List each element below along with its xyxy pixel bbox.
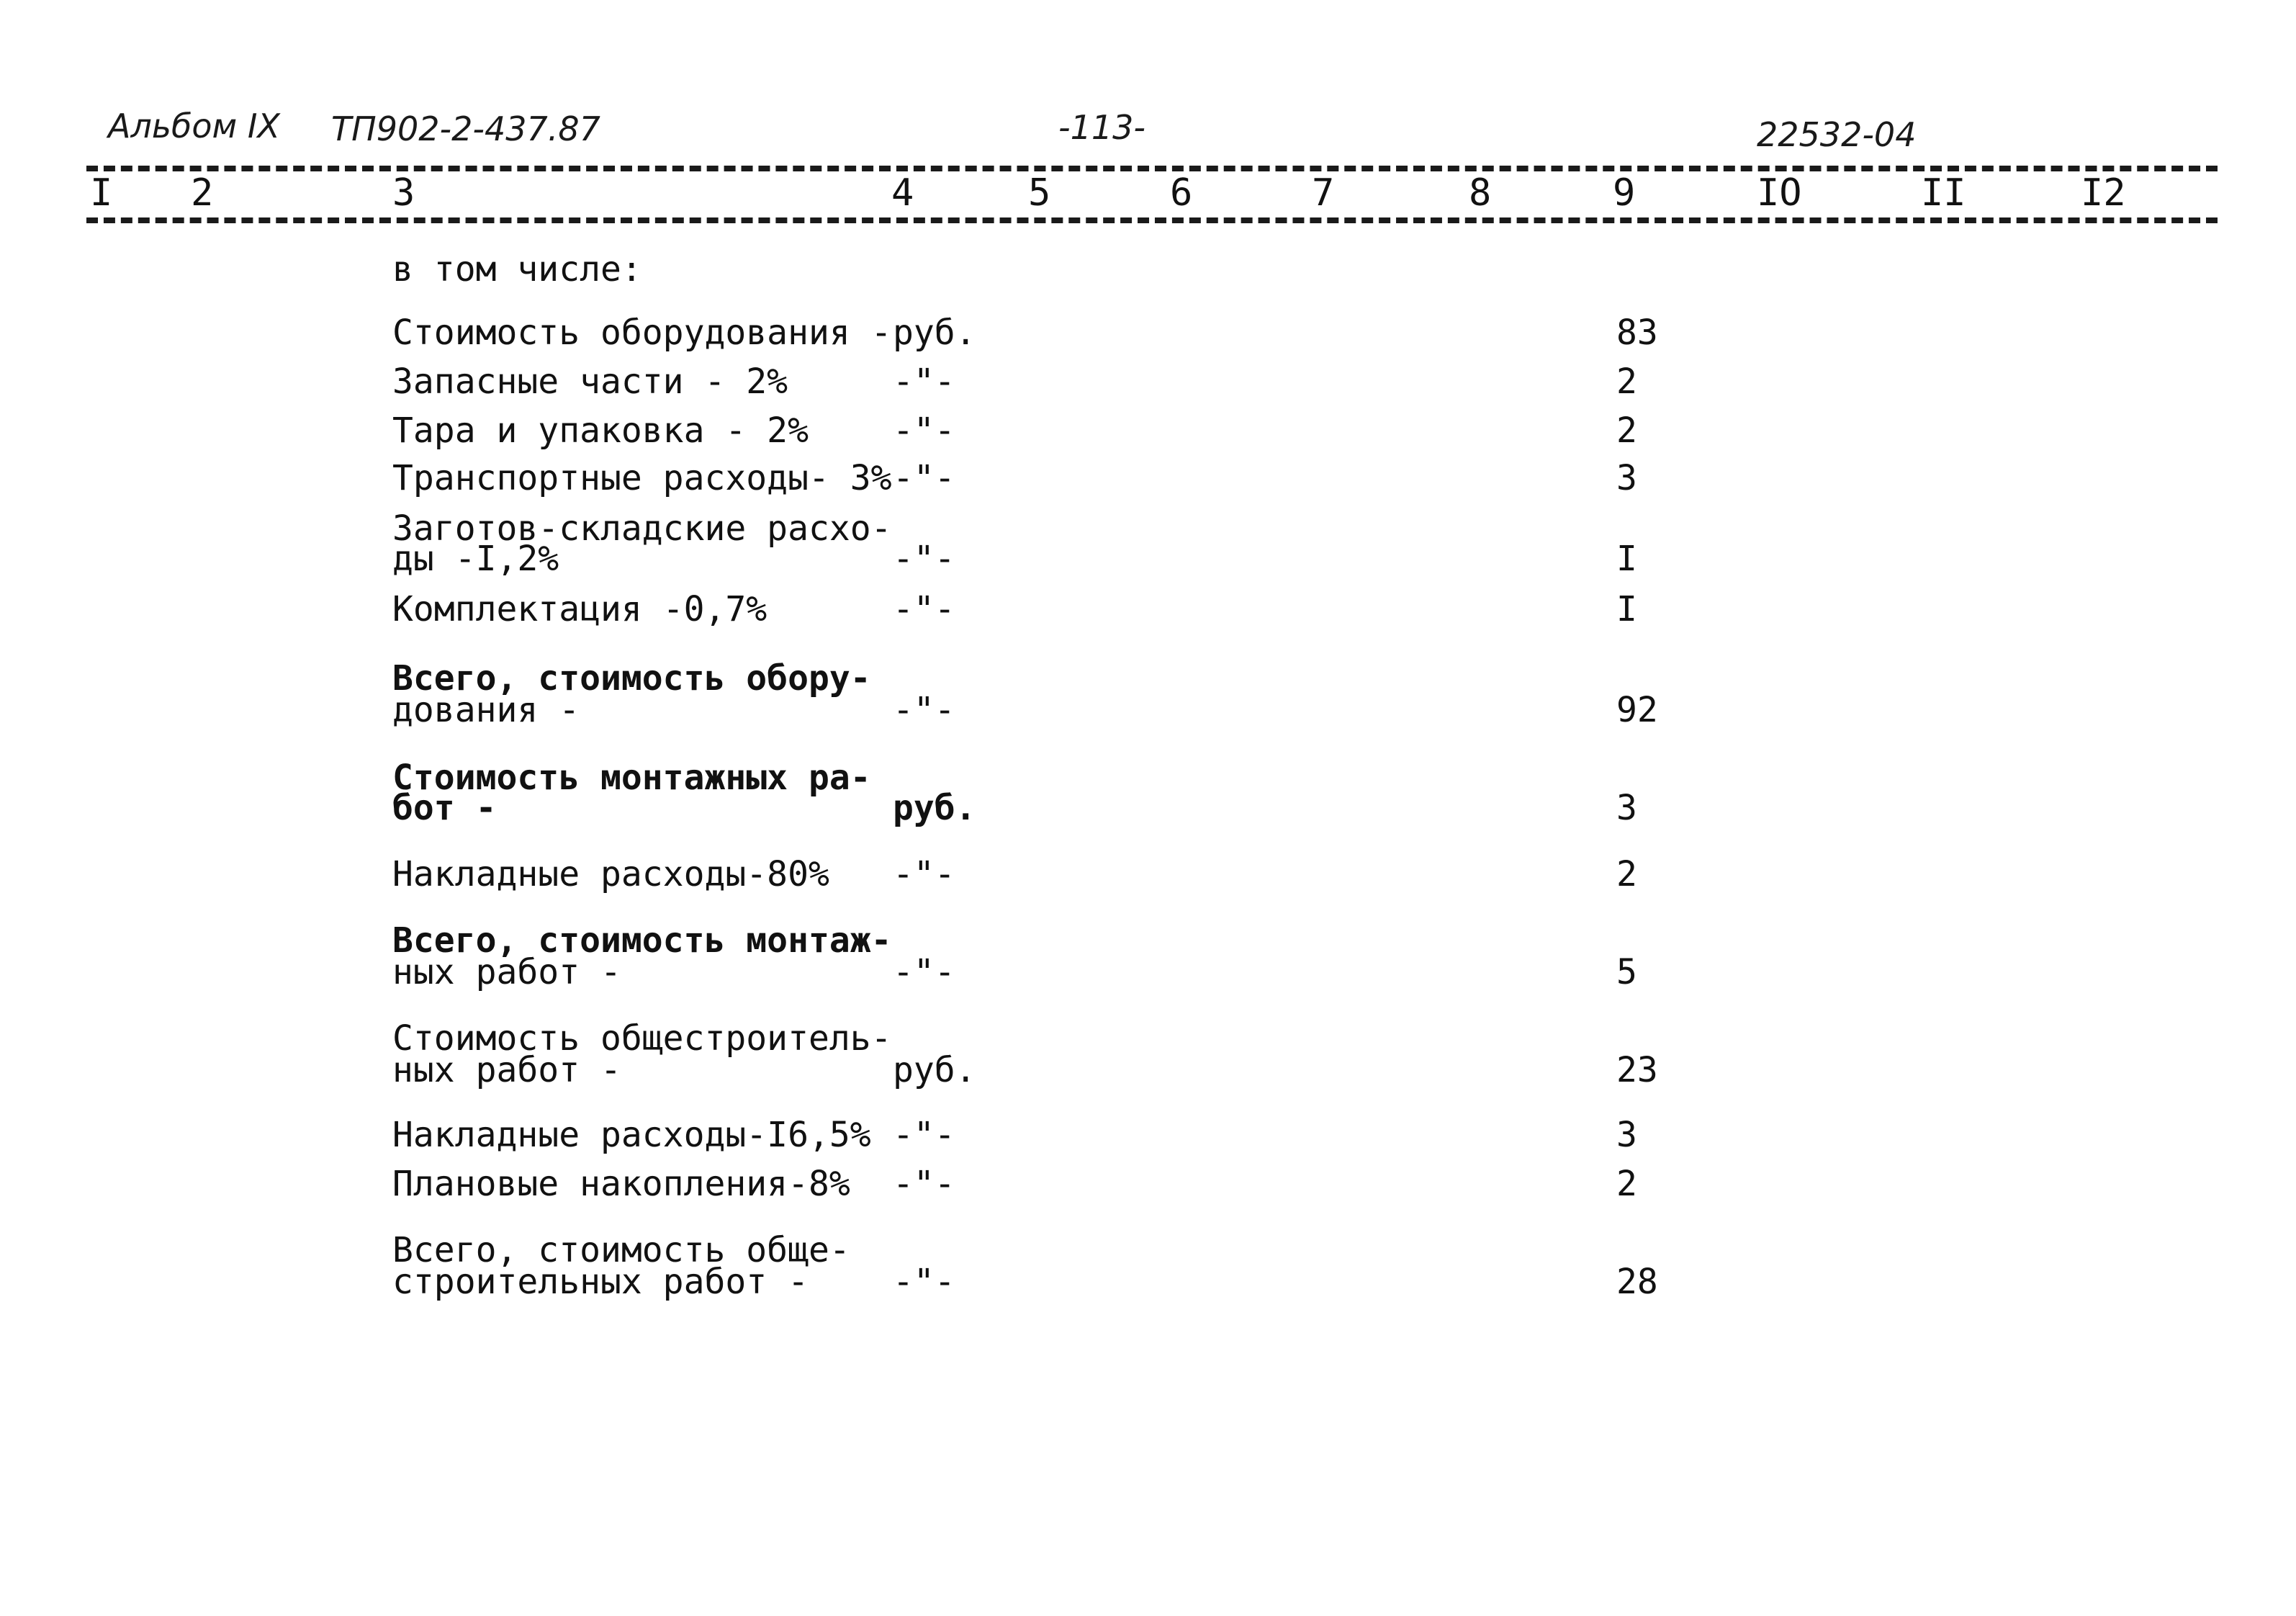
row-value: 92 [1616,690,1658,730]
row-description: дования - [392,690,580,730]
row-unit: -"- [893,952,955,992]
row-value: 2 [1616,362,1637,402]
page-number: -113- [1058,108,1145,147]
row-description: Всего, стоимость монтаж- [392,920,892,961]
row-unit: -"- [893,458,955,498]
project-code: ТП902-2-437.87 [331,109,600,148]
row-description: Стоимость оборудования - [392,313,892,353]
column-number: I2 [2081,171,2126,215]
row-unit: -"- [893,1164,955,1204]
column-number: II [1921,171,1966,215]
album-label: Альбом IX [108,107,280,145]
row-unit: -"- [893,410,955,451]
column-number: IO [1757,171,1802,215]
row-unit: -"- [893,539,955,579]
row-unit: -"- [893,690,955,730]
header-rule-bottom [86,217,2218,223]
row-value: 3 [1616,788,1637,828]
row-description: Тара и упаковка - 2% [392,410,809,451]
column-number: 2 [191,171,214,215]
row-value: I [1616,539,1637,579]
row-description: Накладные расходы-80% [392,854,829,894]
row-description: ных работ - [392,952,621,992]
row-description: бот - [392,788,497,828]
header-rule-top [86,166,2218,171]
row-description: Плановые накопления-8% [392,1164,850,1204]
document-code: 22532-04 [1757,115,1917,154]
row-value: I [1616,589,1637,629]
row-value: 28 [1616,1262,1658,1302]
row-value: 23 [1616,1050,1658,1090]
column-number: 4 [891,171,914,215]
column-number: 3 [392,171,415,215]
row-value: 2 [1616,854,1637,894]
column-number: I [90,171,113,215]
row-value: 83 [1616,313,1658,353]
row-description: Всего, стоимость обору- [392,658,871,699]
row-description: Транспортные расходы- 3% [392,458,892,498]
row-description: ды -I,2% [392,539,559,579]
row-value: 2 [1616,410,1637,451]
column-number: 9 [1613,171,1636,215]
row-description: Стоимость монтажных ра- [392,758,871,798]
row-unit: -"- [893,589,955,629]
row-description: Комплектация -0,7% [392,589,767,629]
column-number: 6 [1170,171,1193,215]
intro-text: в том числе: [392,249,642,289]
column-number: 5 [1028,171,1051,215]
column-number: 8 [1469,171,1492,215]
row-description: Заготов-складские расхо- [392,508,892,549]
row-unit: руб. [893,313,976,353]
row-value: 3 [1616,458,1637,498]
row-unit: -"- [893,362,955,402]
column-number: 7 [1312,171,1335,215]
row-description: Стоимость общестроитель- [392,1018,892,1059]
row-unit: руб. [893,1050,976,1090]
row-unit: -"- [893,1115,955,1155]
row-unit: -"- [893,1262,955,1302]
row-description: Запасные части - 2% [392,362,788,402]
row-description: строительных работ - [392,1262,809,1302]
row-description: Накладные расходы-I6,5% [392,1115,871,1155]
row-unit: -"- [893,854,955,894]
row-value: 5 [1616,952,1637,992]
row-unit: руб. [893,788,976,828]
row-description: ных работ - [392,1050,621,1090]
row-value: 2 [1616,1164,1637,1204]
row-description: Всего, стоимость обще- [392,1230,850,1270]
row-value: 3 [1616,1115,1637,1155]
